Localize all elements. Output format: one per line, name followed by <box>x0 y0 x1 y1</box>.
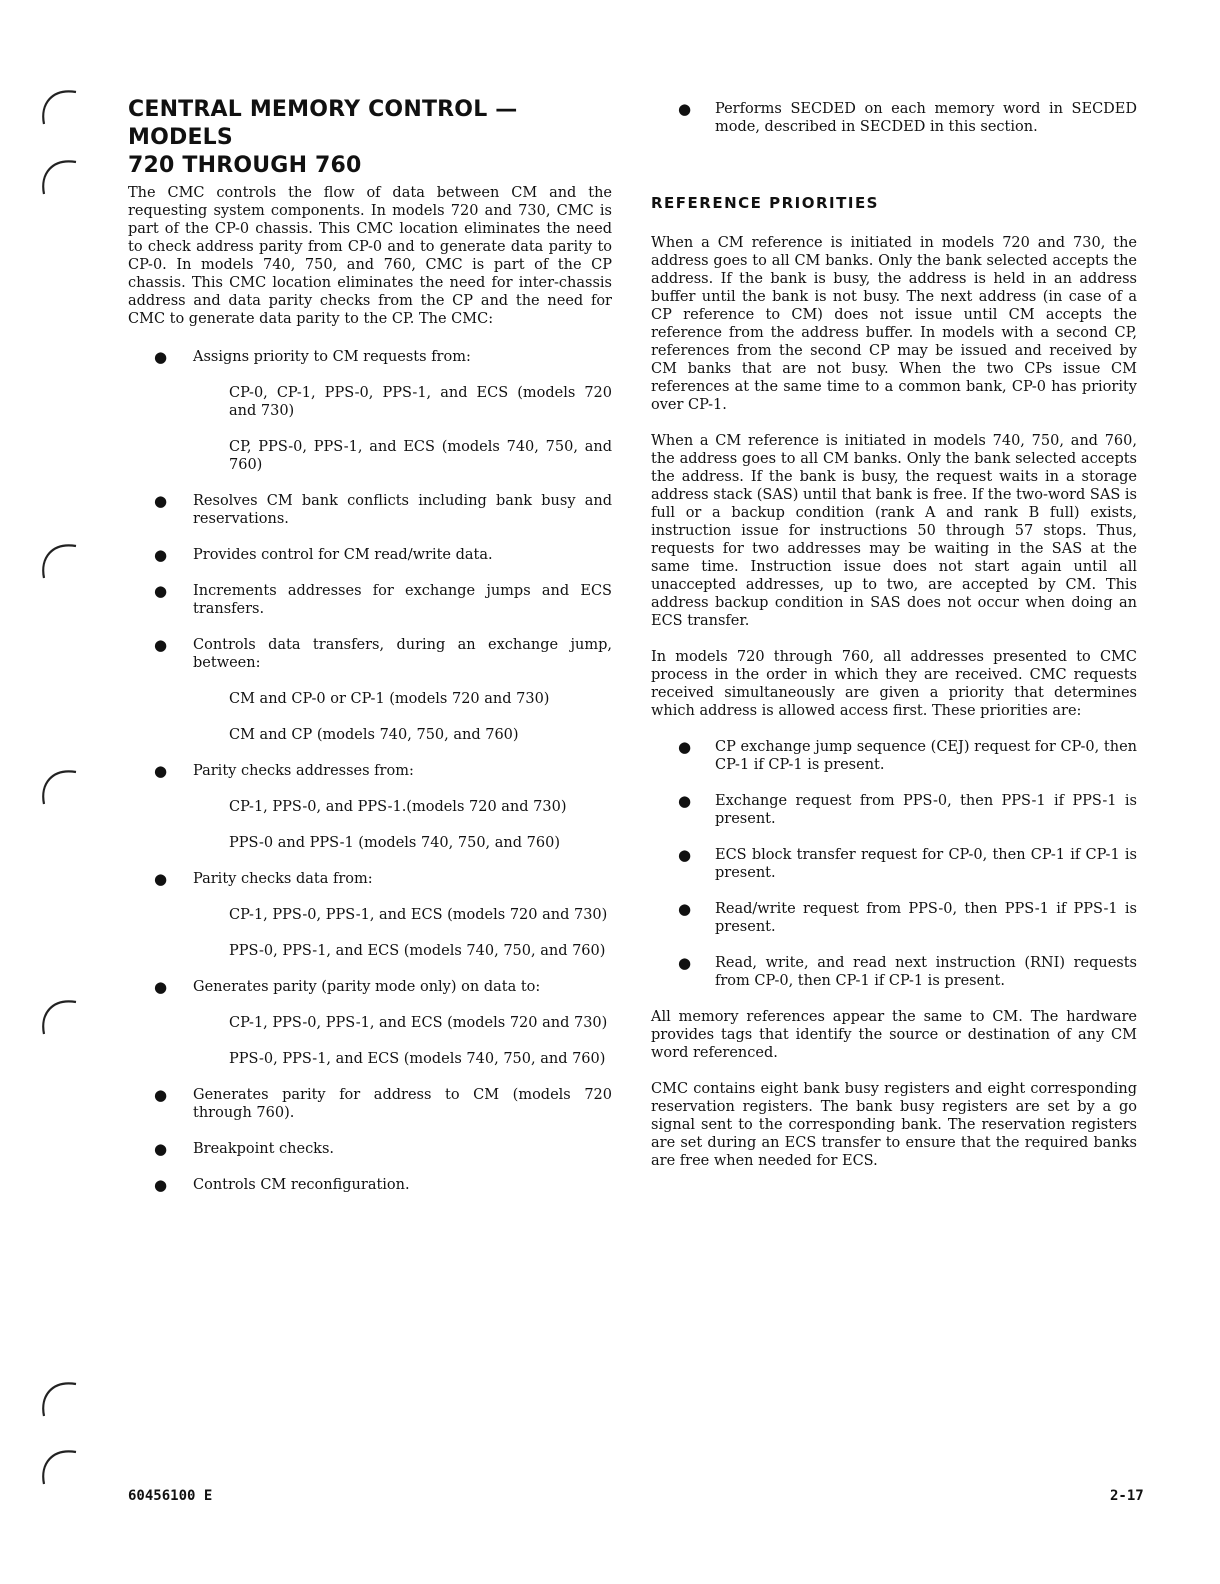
paragraph: All memory references appear the same to CM. The hardware provides tags that identify the source or destination of any CM word referenced. <box>651 1009 1137 1061</box>
bullet-icon: ● <box>154 870 168 888</box>
bullet-icon: ● <box>154 978 168 996</box>
bullet-icon: ● <box>678 846 692 864</box>
priority-text: CP exchange jump sequence (CEJ) request for CP-0, then CP-1 if CP-1 is present. <box>715 739 1137 773</box>
priority-text: Read/write request from PPS-0, then PPS-1 if PPS-1 is present. <box>715 901 1137 935</box>
priority-item <box>651 900 1137 936</box>
priority-text: ECS block transfer request for CP-0, then CP-1 if CP-1 is present. <box>715 847 1137 881</box>
bullet-icon: ● <box>678 792 692 810</box>
sub-item: CP, PPS-0, PPS-1, and ECS (models 740, 750, and 760) <box>229 439 612 473</box>
binder-hole-icon <box>38 1440 82 1488</box>
sub-item: CP-0, CP-1, PPS-0, PPS-1, and ECS (models 720 and 730) <box>229 385 612 419</box>
bullet-text: Resolves CM bank conflicts including bank busy and reservations. <box>193 493 612 527</box>
sub-item: PPS-0, PPS-1, and ECS (models 740, 750, and 760) <box>229 943 606 959</box>
binder-hole-icon <box>38 80 82 128</box>
bullet-icon: ● <box>154 492 168 510</box>
reference-priorities-heading: REFERENCE PRIORITIES <box>651 194 879 212</box>
section-title-line-1: CENTRAL MEMORY CONTROL — MODELS <box>128 97 518 150</box>
bullet-item <box>128 978 612 996</box>
left-column <box>128 96 612 1194</box>
bullet-text: Parity checks addresses from: <box>193 763 414 779</box>
bullet-text: Assigns priority to CM requests from: <box>193 349 471 365</box>
binder-hole-icon <box>38 534 82 582</box>
bullet-item <box>128 762 612 780</box>
bullet-text: Controls CM reconfiguration. <box>193 1177 410 1193</box>
bullet-text: Controls data transfers, during an exchange jump, between: <box>193 637 612 671</box>
bullet-item <box>651 100 1137 136</box>
binder-hole-icon <box>38 760 82 808</box>
sub-item: CM and CP (models 740, 750, and 760) <box>229 727 519 743</box>
bullet-icon: ● <box>154 762 168 780</box>
bullet-text: Breakpoint checks. <box>193 1141 335 1157</box>
sub-item: CM and CP-0 or CP-1 (models 720 and 730) <box>229 691 550 707</box>
bullet-item <box>128 546 612 564</box>
right-column <box>651 100 1137 1170</box>
section-title <box>128 96 612 180</box>
sub-item: PPS-0 and PPS-1 (models 740, 750, and 760) <box>229 835 560 851</box>
sub-item: CP-1, PPS-0, and PPS-1.(models 720 and 730) <box>229 799 567 815</box>
bullet-item <box>128 1140 612 1158</box>
priority-item <box>651 792 1137 828</box>
binder-hole-icon <box>38 150 82 198</box>
priority-item <box>651 738 1137 774</box>
bullet-icon: ● <box>678 738 692 756</box>
bullet-item <box>128 348 612 366</box>
binder-hole-icon <box>38 1372 82 1420</box>
intro-paragraph: The CMC controls the flow of data between CM and the requesting system components. In models 720 and 730, CMC is part of the CP-0 chassis. This CMC location eliminates the need to check address parity from CP-0 and to generate data parity to CP-0. In models 740, 750, and 760, CMC is part of the CP chassis. This CMC location eliminates the need for inter-chassis address and data parity checks from the CP and the need for CMC to generate data parity to the CP. The CMC: <box>128 185 612 327</box>
priority-item <box>651 846 1137 882</box>
sub-item: CP-1, PPS-0, PPS-1, and ECS (models 720 and 730) <box>229 1015 608 1031</box>
paragraph: When a CM reference is initiated in models 720 and 730, the address goes to all CM banks. Only the bank selected accepts the address. If the bank is busy, the address is held in an address buffer until the bank is not busy. The next address (in case of a CP reference to CM) does not issue until CM accepts the reference from the address buffer. In models with a second CP, references from the second CP may be issued and received by CM banks that are not busy. When the two CPs issue CM references at the same time to a common bank, CP-0 has priority over CP-1. <box>651 235 1137 413</box>
bullet-item <box>128 636 612 672</box>
bullet-item <box>128 1176 612 1194</box>
paragraph: In models 720 through 760, all addresses presented to CMC process in the order in which they are received. CMC requests received simultaneously are given a priority that determines which address is allowed access first. These priorities are: <box>651 649 1137 719</box>
paragraph: When a CM reference is initiated in models 740, 750, and 760, the address goes to all CM banks. Only the bank selected accepts the address. If the bank is busy, the request waits in a storage address stack (SAS) until that bank is free. If the two-word SAS is full or a backup condition (rank A and rank B full) exists, instruction issue for instructions 50 through 57 stops. Thus, requests for two addresses may be waiting in the SAS at the same time. Instruction issue does not start again until all unaccepted addresses, up to two, are accepted by CM. This address backup condition in SAS does not occur when doing an ECS transfer. <box>651 433 1137 629</box>
bullet-icon: ● <box>154 348 168 366</box>
bullet-icon: ● <box>154 1086 168 1104</box>
bullet-text: Provides control for CM read/write data. <box>193 547 493 563</box>
section-title-line-2: 720 THROUGH 760 <box>128 153 362 178</box>
bullet-item <box>128 1086 612 1122</box>
priority-item <box>651 954 1137 990</box>
bullet-icon: ● <box>678 954 692 972</box>
priority-text: Exchange request from PPS-0, then PPS-1 if PPS-1 is present. <box>715 793 1137 827</box>
bullet-icon: ● <box>154 1140 168 1158</box>
bullet-text: Generates parity for address to CM (models 720 through 760). <box>193 1087 612 1121</box>
bullet-item <box>128 870 612 888</box>
paragraph: CMC contains eight bank busy registers and eight corresponding reservation registers. The bank busy registers are set by a go signal sent to the corresponding bank. The reservation registers are set during an ECS transfer to ensure that the required banks are free when needed for ECS. <box>651 1081 1137 1169</box>
bullet-icon: ● <box>678 900 692 918</box>
bullet-item <box>128 582 612 618</box>
bullet-text: Parity checks data from: <box>193 871 373 887</box>
document-number: 60456100 E <box>128 1488 213 1504</box>
sub-item: PPS-0, PPS-1, and ECS (models 740, 750, and 760) <box>229 1051 606 1067</box>
bullet-icon: ● <box>154 582 168 600</box>
priority-text: Read, write, and read next instruction (RNI) requests from CP-0, then CP-1 if CP-1 is present. <box>715 955 1137 989</box>
bullet-item <box>128 492 612 528</box>
bullet-icon: ● <box>154 546 168 564</box>
bullet-icon: ● <box>154 636 168 654</box>
bullet-icon: ● <box>678 100 692 118</box>
page-number: 2-17 <box>1110 1488 1144 1504</box>
sub-item: CP-1, PPS-0, PPS-1, and ECS (models 720 and 730) <box>229 907 608 923</box>
bullet-text: Performs SECDED on each memory word in SECDED mode, described in SECDED in this section. <box>715 101 1137 135</box>
bullet-text: Increments addresses for exchange jumps and ECS transfers. <box>193 583 612 617</box>
bullet-icon: ● <box>154 1176 168 1194</box>
binder-hole-icon <box>38 990 82 1038</box>
bullet-text: Generates parity (parity mode only) on data to: <box>193 979 541 995</box>
